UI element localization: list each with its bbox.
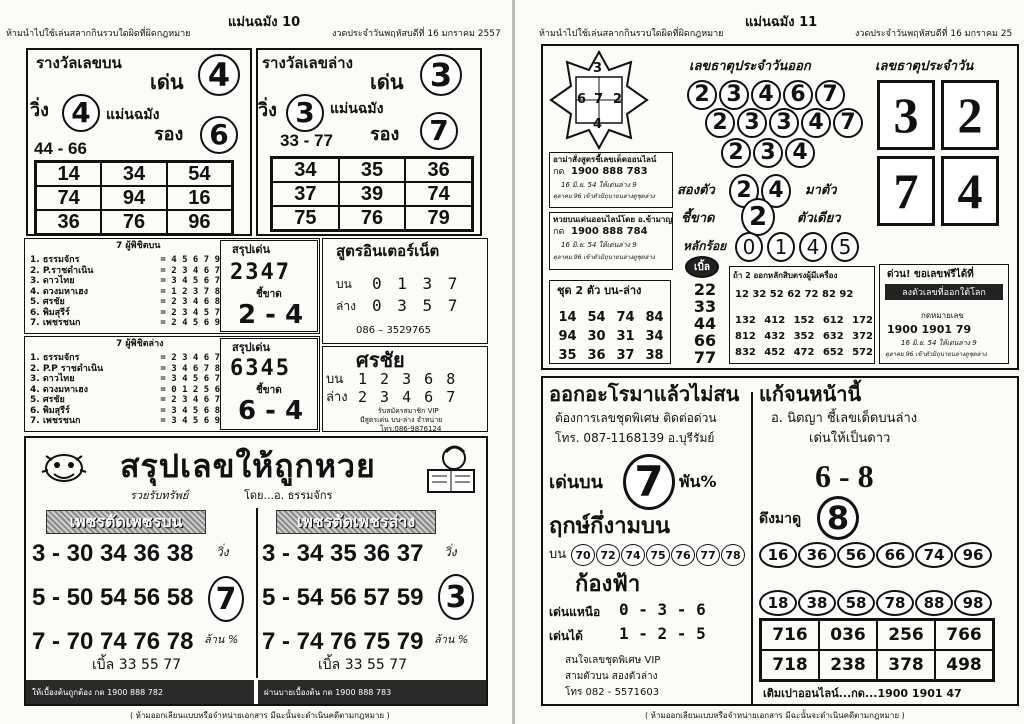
lower-second-digit: 7 bbox=[420, 112, 458, 150]
south-digits: 1 - 2 - 5 bbox=[619, 624, 706, 643]
sornchai-upper-digits: 1 2 3 6 8 bbox=[358, 370, 458, 388]
winner-digits: = 3 4 5 6 7 bbox=[160, 374, 220, 384]
grid-cell: 54 bbox=[167, 162, 232, 186]
contact-phone: โทร. 087-1168139 อ.บุรีรัมย์ bbox=[555, 431, 715, 445]
pyramid-digit: 4 bbox=[751, 80, 781, 110]
formula-phone: 086 – 3529765 bbox=[356, 325, 431, 336]
double-number: 44 bbox=[693, 314, 717, 333]
winner-digits: = 2 3 4 6 7 bbox=[160, 353, 220, 363]
lower-run-label: วิ่ง bbox=[258, 100, 277, 121]
set-row bbox=[553, 327, 669, 346]
rite-number: 76 bbox=[671, 544, 695, 566]
three-cell: 572 bbox=[852, 346, 873, 358]
set-cell: 38 bbox=[645, 348, 664, 363]
grid-cell: 74 bbox=[36, 186, 101, 210]
summary-byline-left: รวยรับทรัพย์ bbox=[130, 489, 189, 502]
sornchai-note1: รับสมัครสมาชิก VIP bbox=[378, 407, 439, 415]
three-cell: 352 bbox=[793, 330, 815, 342]
grid-cell: 74 bbox=[405, 182, 472, 206]
sornchai-title: ศรชัย bbox=[356, 348, 405, 372]
set-box-rows bbox=[553, 308, 669, 365]
three-cell: 832 bbox=[735, 346, 756, 358]
upper-second-label: รอง bbox=[154, 124, 184, 145]
north-digits: 0 - 3 - 6 bbox=[619, 600, 706, 619]
vip-phone: โทร 082 - 5571603 bbox=[565, 687, 660, 698]
winner-row bbox=[30, 266, 220, 277]
hundreds-digit: 5 bbox=[831, 232, 859, 262]
hundreds-digits bbox=[735, 232, 859, 262]
upper-line-2: 5 - 50 54 56 58 bbox=[32, 584, 194, 611]
upper-pair: 44 - 66 bbox=[34, 139, 87, 158]
pyramid-digit: 3 bbox=[753, 138, 783, 168]
lead-upper-label: เด่นบน bbox=[549, 472, 603, 493]
upper-fixed-pair: 2 - 4 bbox=[238, 300, 304, 330]
north-label: เด่นแหนือ bbox=[549, 605, 601, 619]
winner-name: 1. ธรรมจักร bbox=[30, 255, 80, 265]
formula-lower-digits: 0 3 5 7 bbox=[372, 296, 461, 315]
grid-cell: 79 bbox=[405, 206, 472, 230]
vip-line1: สนใจเลขชุดพิเศษ VIP bbox=[565, 655, 661, 666]
set-cell: 37 bbox=[616, 348, 635, 363]
winner-row bbox=[30, 287, 220, 298]
pull-number: 96 bbox=[954, 542, 992, 568]
winner-name: 4. ดวงมหาเฮง bbox=[30, 286, 88, 297]
lower-summary-title: สรุปเด่น bbox=[232, 341, 271, 354]
pyramid-digit: 4 bbox=[785, 138, 815, 168]
pull-row-1 bbox=[759, 542, 992, 568]
lower-pair: 33 - 77 bbox=[280, 131, 333, 150]
winner-digits: = 3 4 5 6 8 bbox=[160, 405, 220, 416]
day-square-3: 7 bbox=[877, 156, 935, 226]
winner-name: 4. ดวงมหาเฮง bbox=[30, 384, 88, 395]
fixed-digit: 2 bbox=[741, 198, 775, 236]
promo2-line1: 16 มิ.ย. 54 ให้เด่นล่าง 9 bbox=[561, 241, 637, 249]
lower-line-2: 5 - 54 56 57 59 bbox=[262, 584, 424, 611]
double-number: 33 bbox=[693, 297, 717, 316]
pull-label: ดึงมาดู bbox=[759, 511, 802, 527]
two-digit-1: 2 bbox=[729, 174, 759, 208]
formula-upper-digits: 0 1 3 7 bbox=[372, 274, 461, 293]
grid-cell: 766 bbox=[935, 620, 993, 650]
footer-banner-left: ให้เบื้องต้นถูกต้อง กด 1900 888 782 bbox=[26, 680, 254, 704]
sornchai-lower-digits: 2 3 4 6 7 bbox=[358, 388, 458, 406]
lower-run-digit: 3 bbox=[286, 94, 324, 132]
pull-number-grid bbox=[759, 618, 995, 682]
pyramid-digit: 7 bbox=[815, 80, 845, 110]
upper-lead-label: เด่น bbox=[150, 70, 184, 94]
winner-row bbox=[30, 364, 220, 375]
promo2-title: หวยบนเด่นออนไลน์โดย อ.ข้ามาญ bbox=[553, 215, 673, 224]
rite-numbers bbox=[571, 544, 745, 566]
grid-cell: 35 bbox=[339, 158, 406, 182]
winner-row bbox=[30, 395, 220, 406]
set-box-title: ชุด 2 ตัว บน-ล่าง bbox=[557, 284, 642, 297]
pull-number: 98 bbox=[954, 590, 992, 616]
pyramid-digit: 4 bbox=[801, 108, 831, 138]
set-cell: 94 bbox=[558, 329, 577, 344]
upper-line-1: 3 - 30 34 36 38 bbox=[32, 540, 194, 567]
three-box-first-row: 12 32 52 62 72 82 92 bbox=[735, 289, 854, 300]
winner-name: 2. P.P ราชดำเนิน bbox=[30, 363, 104, 374]
left-footer-note: ( ห้ามออกเลียนแบบหรือจำหน่ายเอกสาร มีฉะนั้นจะดำเนินคดีตามกฎหมาย ) bbox=[130, 711, 390, 720]
three-cell: 372 bbox=[852, 330, 873, 342]
upper-suffix-million: ล้าน % bbox=[204, 633, 239, 646]
winner-digits: = 2 3 4 6 7 bbox=[160, 265, 220, 276]
lower-run-text: แม่นฉมัง bbox=[330, 101, 384, 117]
winner-digits: = 3 4 5 6 9 bbox=[160, 416, 220, 426]
pyramid-row-2 bbox=[705, 108, 863, 138]
left-warning: ห้ามนำไปใช้เล่นสลากกินรวบใดผิดที่ผิดกฎหมาย bbox=[6, 29, 191, 39]
winner-digits: = 1 2 3 7 8 bbox=[160, 286, 220, 297]
two-digit-label: สองตัว bbox=[677, 183, 715, 198]
urgent-line2: ตุลาคม 96 เข้าตัวมิถุนายนล่างดูชุดล่าง bbox=[885, 351, 987, 358]
grid-cell: 75 bbox=[272, 206, 339, 230]
winner-name: 2. P.ราชดำเนิน bbox=[30, 265, 94, 276]
upper-winners-title: 7 ผู้พิชิตบน bbox=[116, 241, 161, 251]
grid-cell: 718 bbox=[761, 650, 819, 680]
three-cell: 652 bbox=[822, 346, 844, 358]
right-page bbox=[515, 0, 1024, 724]
pyramid-digit: 7 bbox=[833, 108, 863, 138]
rite-label: บน bbox=[549, 547, 567, 562]
left-issue-date: งวดประจำวันพฤหัสบดีที่ 16 มกราคม 2557 bbox=[332, 29, 501, 39]
pull-number: 16 bbox=[759, 542, 797, 568]
rite-number: 75 bbox=[646, 544, 670, 566]
pull-number: 36 bbox=[798, 542, 836, 568]
sornchai-upper-label: บน bbox=[326, 372, 344, 387]
double-number: 66 bbox=[693, 331, 717, 350]
cartoon-reader-icon bbox=[420, 442, 482, 502]
promo1-phone-label: กด bbox=[553, 167, 565, 177]
three-cell: 412 bbox=[764, 314, 786, 326]
formula-upper-label: บน bbox=[336, 277, 352, 291]
set-cell: 84 bbox=[645, 310, 664, 325]
upper-second-digit: 6 bbox=[200, 116, 238, 154]
hundreds-digit: 0 bbox=[735, 232, 763, 262]
left-page-title: แม่นฉมัง 10 bbox=[228, 15, 301, 30]
pull-row-2 bbox=[759, 590, 992, 616]
double-number: 22 bbox=[693, 280, 717, 299]
online-line: เติมเปาออนไลน์...กด...1900 1901 47 bbox=[763, 687, 962, 700]
set-cell: 14 bbox=[558, 310, 577, 325]
fixed-label: ชี้ขาด bbox=[681, 211, 715, 226]
right-issue-date: งวดประจำวันพฤหัสบดีที่ 16 มกราคม 25 bbox=[855, 29, 1013, 39]
promo1-phone: 1900 888 783 bbox=[571, 166, 648, 177]
pull-number: 58 bbox=[837, 590, 875, 616]
grid-cell: 498 bbox=[935, 650, 993, 680]
grid-cell: 37 bbox=[272, 182, 339, 206]
three-cell: 812 bbox=[735, 330, 756, 342]
pyramid-digit: 2 bbox=[721, 138, 751, 168]
author-line: อ. นิตญา ชี้เลขเด็ดบนล่าง bbox=[771, 411, 918, 426]
lower-line-1: 3 - 34 35 36 37 bbox=[262, 540, 424, 567]
winner-name: 6. พิมสุรีร์ bbox=[30, 405, 70, 416]
hundreds-digit: 1 bbox=[767, 232, 795, 262]
grid-cell: 378 bbox=[877, 650, 935, 680]
three-cell: 632 bbox=[822, 330, 844, 342]
three-box-title: ถ้า 2 ออกหลักสิบตรงผู้มีเครื่อง bbox=[733, 271, 838, 280]
pull-number: 74 bbox=[915, 542, 953, 568]
upper-summary-title: สรุปเด่น bbox=[232, 243, 271, 256]
winner-row bbox=[30, 318, 220, 329]
lower-winners-title: 7 ผู้พิชิตล่าง bbox=[116, 339, 164, 349]
grid-cell: 14 bbox=[36, 162, 101, 186]
grid-cell: 76 bbox=[339, 206, 406, 230]
sky-title: ก้องฟ้า bbox=[575, 572, 641, 597]
pull-number: 66 bbox=[876, 542, 914, 568]
pull-number: 78 bbox=[876, 590, 914, 616]
rite-number: 77 bbox=[696, 544, 720, 566]
upper-run-digit: 4 bbox=[62, 94, 100, 132]
three-cell: 612 bbox=[822, 314, 844, 326]
winner-digits: = 3 4 5 6 7 bbox=[160, 276, 220, 286]
hundreds-digit: 4 bbox=[799, 232, 827, 262]
winner-name: 5. ศรชัย bbox=[30, 297, 65, 307]
three-digit-label: มาตัว bbox=[805, 183, 837, 198]
pyramid-digit: 3 bbox=[737, 108, 767, 138]
double-list bbox=[687, 280, 723, 365]
single-label: ตัวเดียว bbox=[797, 211, 841, 226]
lower-ribbon: เพชรตัดเพชรล่าง bbox=[276, 510, 436, 534]
grid-cell: 16 bbox=[167, 186, 232, 210]
south-label: เด่นได้ bbox=[549, 629, 583, 643]
set-cell: 54 bbox=[587, 310, 606, 325]
mascot-dragon-icon bbox=[34, 444, 94, 490]
sornchai-lower-label: ล่าง bbox=[326, 390, 348, 405]
lead-upper-suffix: พัน% bbox=[679, 472, 717, 491]
promo1-line1: 16 มิ.ย. 54 ให้เด่นล่าง 9 bbox=[561, 181, 637, 189]
winner-digits: = 2 4 5 6 9 bbox=[160, 318, 220, 328]
set-cell: 35 bbox=[558, 348, 577, 363]
urgent-numbers: 1900 1901 79 bbox=[887, 323, 972, 336]
rite-number: 70 bbox=[571, 544, 595, 566]
three-row bbox=[735, 312, 873, 328]
lower-prize-title: รางวัลเลขล่าง bbox=[262, 54, 353, 72]
three-cell: 172 bbox=[852, 314, 873, 326]
pyramid-digit: 2 bbox=[687, 80, 717, 110]
lower-suffix-run: วิ่ง bbox=[444, 545, 457, 559]
rite-number: 74 bbox=[621, 544, 645, 566]
summary-headline: สรุปเลขให้ถูกหวย bbox=[120, 447, 376, 485]
lower-number-grid bbox=[270, 156, 474, 232]
set-row bbox=[553, 308, 669, 327]
grid-cell: 34 bbox=[272, 158, 339, 182]
lower-suffix-million: ล้าน % bbox=[434, 633, 469, 646]
lower-fixed-pair: 6 - 4 bbox=[238, 396, 304, 426]
three-row bbox=[735, 328, 873, 344]
pyramid-digit: 6 bbox=[783, 80, 813, 110]
summary-divider bbox=[256, 508, 258, 678]
upper-circle-digit: 7 bbox=[208, 576, 244, 622]
winner-row bbox=[30, 374, 220, 385]
winner-name: 6. พิมสุรีร์ bbox=[30, 307, 70, 318]
grid-cell: 716 bbox=[761, 620, 819, 650]
sornchai-note2: มีสูตรเด่น บน-ล่าง จำหน่าย bbox=[360, 416, 443, 424]
upper-run-text: แม่นฉมัง bbox=[106, 107, 160, 123]
lower-winners-list bbox=[30, 353, 220, 427]
upper-number-grid bbox=[34, 160, 234, 236]
winner-row bbox=[30, 255, 220, 266]
upper-winners-list bbox=[30, 255, 220, 329]
set-cell: 34 bbox=[645, 329, 664, 344]
winner-row bbox=[30, 406, 220, 417]
rite-number: 72 bbox=[596, 544, 620, 566]
winner-row bbox=[30, 385, 220, 396]
three-cell: 472 bbox=[793, 346, 815, 358]
promo2-line2: ตุลาคม 96 เข้าตัวมิถุนายนล่างดูชุดล่าง bbox=[553, 254, 655, 261]
grid-cell: 34 bbox=[101, 162, 166, 186]
urgent-subtitle: ลงตัวเลขที่ออกใต้โลก bbox=[885, 284, 1003, 300]
day-square-1: 3 bbox=[877, 80, 935, 150]
pull-digit: 8 bbox=[817, 496, 859, 540]
hundreds-label: หลักร้อย bbox=[683, 239, 727, 253]
set-cell: 31 bbox=[616, 329, 635, 344]
winner-row bbox=[30, 353, 220, 364]
lower-circle-digit: 3 bbox=[438, 574, 474, 620]
promo1-title: อาม่าสั่งสูตรชี้เลขเด็ดออนไลน์ bbox=[553, 155, 657, 164]
winner-row bbox=[30, 308, 220, 319]
sornchai-phone: โทร.086-9876124 bbox=[380, 425, 442, 433]
grid-cell: 256 bbox=[877, 620, 935, 650]
double-badge: เบิ้ล bbox=[685, 256, 719, 278]
day-square-4: 4 bbox=[941, 156, 999, 226]
vip-line2: สามตัวบน สองตัวล่าง bbox=[565, 671, 658, 682]
winner-digits: = 4 5 6 7 9 bbox=[160, 255, 220, 265]
winner-row bbox=[30, 416, 220, 427]
grid-cell: 036 bbox=[819, 620, 877, 650]
grid-cell: 36 bbox=[405, 158, 472, 182]
three-cell: 452 bbox=[764, 346, 786, 358]
pull-number: 38 bbox=[798, 590, 836, 616]
promo2-phone: 1900 888 784 bbox=[571, 226, 648, 237]
contact-line: ต้องการเลขชุดพิเศษ ติดต่อด่วน bbox=[555, 411, 717, 425]
aroma-headline: ออกอะโรมาแล้วไม่สน bbox=[549, 382, 740, 406]
escape-poverty-headline: แก้จนหน้านี้ bbox=[759, 382, 862, 406]
two-digit-2: 4 bbox=[761, 174, 791, 208]
lower-lead-digit: 3 bbox=[420, 54, 462, 96]
three-row bbox=[735, 344, 873, 360]
rite-title: ฤกษ์กึ่งามบน bbox=[549, 514, 671, 539]
lead-pair: 6 - 8 bbox=[815, 458, 874, 494]
lead-upper-digit: 7 bbox=[623, 454, 675, 510]
set-cell: 74 bbox=[616, 310, 635, 325]
double-number: 77 bbox=[693, 348, 717, 367]
winner-row bbox=[30, 276, 220, 287]
summary-byline-right: โดย...อ. ธรรมจักร bbox=[244, 489, 333, 502]
winner-row bbox=[30, 297, 220, 308]
winner-name: 7. เพชรชนก bbox=[30, 416, 81, 426]
grid-cell: 36 bbox=[36, 210, 101, 234]
lower-line-3: 7 - 74 76 75 79 bbox=[262, 628, 424, 655]
winner-digits: = 2 3 4 6 8 bbox=[160, 297, 220, 307]
winner-digits: = 3 4 6 7 8 bbox=[160, 363, 220, 374]
day-element-title: เลขธาตุประจำวัน bbox=[875, 59, 974, 74]
right-warning: ห้ามนำไปใช้เล่นสลากกินรวบใดผิดที่ผิดกฎหมาย bbox=[539, 29, 724, 39]
three-cell: 432 bbox=[764, 330, 786, 342]
promo2-phone-label: กด bbox=[553, 227, 565, 237]
internet-formula-title: สูตรอินเตอร์เน็ต bbox=[336, 242, 440, 260]
winner-name: 5. ศรชัย bbox=[30, 395, 65, 405]
grid-cell: 76 bbox=[101, 210, 166, 234]
star-digit-top: 3 bbox=[593, 61, 603, 76]
grid-cell: 96 bbox=[167, 210, 232, 234]
pyramid-digit: 2 bbox=[705, 108, 735, 138]
three-box-rows bbox=[735, 312, 873, 360]
urgent-caption: กดหมายเลข bbox=[921, 311, 964, 320]
upper-prize-title: รางวัลเลขบน bbox=[36, 54, 122, 72]
upper-fixed-label: ชี้ขาด bbox=[256, 289, 282, 300]
footer-banner-right: ผ่านบายเบื้องต้น กด 1900 888 783 bbox=[258, 680, 486, 704]
upper-double: เบิ้ล 33 55 77 bbox=[92, 657, 182, 673]
day-square-2: 2 bbox=[941, 80, 999, 150]
lower-lead-label: เด่น bbox=[370, 70, 404, 94]
pyramid-row-3 bbox=[721, 138, 815, 168]
formula-lower-label: ล่าง bbox=[336, 299, 356, 313]
right-page-title: แม่นฉมัง 11 bbox=[745, 15, 818, 30]
star-digit-bottom: 4 bbox=[593, 117, 603, 132]
winner-digits: = 2 3 4 5 7 bbox=[160, 307, 220, 318]
upper-line-3: 7 - 70 74 76 78 bbox=[32, 628, 194, 655]
birth-element-title: เลขธาตุประจำวันออก bbox=[689, 59, 811, 74]
pyramid-digit: 3 bbox=[769, 108, 799, 138]
winner-name: 1. ธรรมจักร bbox=[30, 353, 80, 363]
right-footer-note: ( ห้ามออกเลียนแบบหรือจำหน่ายเอกสาร มีฉะนั้นจะดำเนินคดีตามกฎหมาย ) bbox=[645, 711, 905, 720]
set-cell: 30 bbox=[587, 329, 606, 344]
pyramid-digit: 3 bbox=[719, 80, 749, 110]
upper-ribbon: เพชรตัดเพชรบน bbox=[46, 510, 206, 534]
upper-lead-digit: 4 bbox=[198, 54, 240, 96]
winner-name: 3. ดาวไทย bbox=[30, 374, 75, 384]
star-digit-left: 6 bbox=[577, 92, 587, 107]
winner-name: 7. เพชรชนก bbox=[30, 318, 81, 328]
rite-number: 78 bbox=[721, 544, 745, 566]
star-subtitle: เด่นให้เป็นดาว bbox=[809, 431, 891, 446]
three-cell: 132 bbox=[735, 314, 756, 326]
grid-cell: 39 bbox=[339, 182, 406, 206]
upper-run-label: วิ่ง bbox=[30, 100, 49, 121]
winner-digits: = 0 1 2 5 6 bbox=[160, 384, 220, 395]
pull-number: 56 bbox=[837, 542, 875, 568]
star-digit-center: 7 bbox=[594, 92, 604, 107]
lower-double: เบิ้ล 33 55 77 bbox=[318, 657, 408, 673]
three-cell: 152 bbox=[793, 314, 815, 326]
upper-summary-digits: 2347 bbox=[230, 260, 291, 285]
pull-number: 88 bbox=[915, 590, 953, 616]
star-digit-right: 2 bbox=[613, 92, 623, 107]
urgent-title: ด่วน! ขอเลขฟรีได้ที่ bbox=[887, 269, 974, 280]
lower-second-label: รอง bbox=[370, 124, 400, 145]
right-bottom-divider bbox=[751, 392, 753, 704]
winner-name: 3. ดาวไทย bbox=[30, 276, 75, 286]
promo1-line2: ตุลาคม 96 เข้าตัวมิถุนายนล่างดูชุดล่าง bbox=[553, 193, 655, 200]
urgent-line1: 16 มิ.ย. 54 ให้เด่นล่าง 9 bbox=[901, 339, 977, 347]
grid-cell: 94 bbox=[101, 186, 166, 210]
set-row bbox=[553, 346, 669, 365]
winner-digits: = 2 3 4 6 7 bbox=[160, 395, 220, 405]
pull-number: 18 bbox=[759, 590, 797, 616]
set-cell: 36 bbox=[587, 348, 606, 363]
pyramid-row-1 bbox=[687, 80, 845, 110]
upper-suffix-run: วิ่ง bbox=[216, 545, 229, 559]
lower-fixed-label: ชี้ขาด bbox=[256, 385, 282, 396]
grid-cell: 238 bbox=[819, 650, 877, 680]
lower-summary-digits: 6345 bbox=[230, 356, 291, 381]
